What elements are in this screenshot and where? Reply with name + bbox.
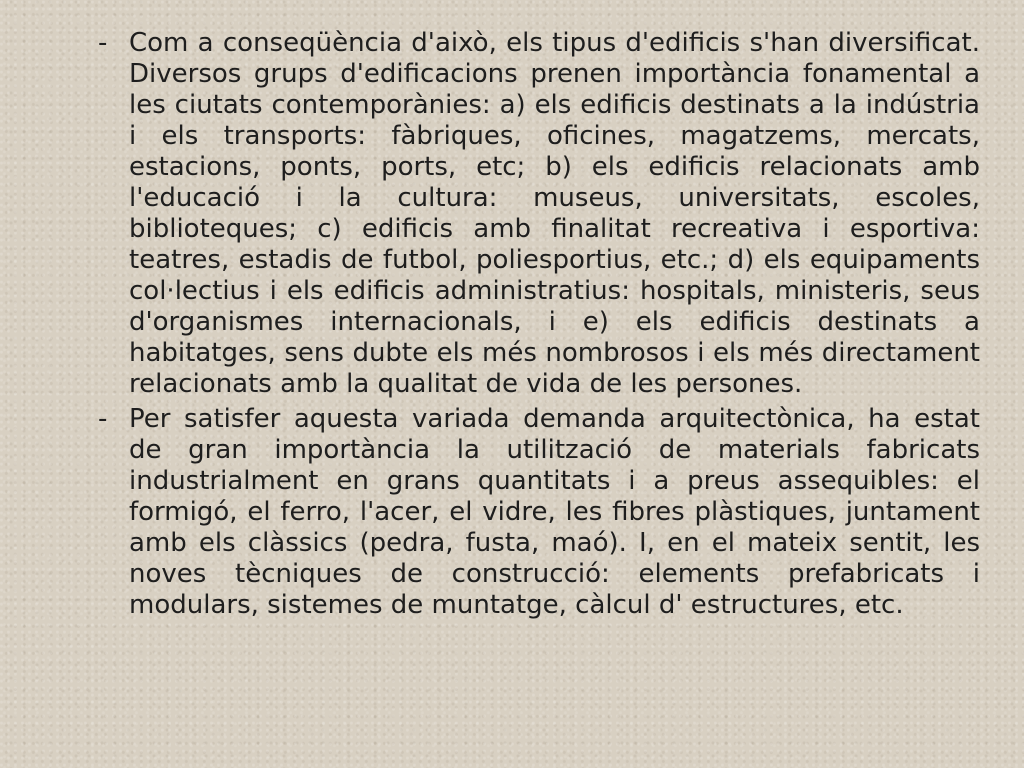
bullet-text: Com a conseqüència d'això, els tipus d'edificis s'han diversificat. Diversos grups d'edificacions prenen importància fonamental a les ciutats contemporànies: a) els edificis destinats a la indústria i els transports: fàbriques, oficines, magatzems, mercats, estacions, ponts, ports, etc; b) els edificis relacionats amb l'educació i la cultura: museus, universitats, escoles, biblioteques; c) edificis amb finalitat recreativa i esportiva: teatres, estadis de futbol, poliesportius, etc.; d) els equipaments col·lectius i els edificis administratius: hospitals, ministeris, seus d'organismes internacionals, i e) els edificis destinats a habitatges, sens dubte els més nombrosos i els més directament relacionats amb la qualitat de vida de les persones. <box>129 28 980 399</box>
bullet-text: Per satisfer aquesta variada demanda arquitectònica, ha estat de gran importància la utilització de materials fabricats industrialment en grans quantitats i a preus assequibles: el formigó, el ferro, l'acer, el vidre, les fibres plàstiques, juntament amb els clàssics (pedra, fusta, maó). I, en el mateix sentit, les noves tècniques de construcció: elements prefabricats i modulars, sistemes de muntatge, càlcul d' estructures, etc. <box>129 404 980 620</box>
bullet-marker: - <box>98 404 108 434</box>
slide-body <box>98 28 980 625</box>
bullet-paragraph-materials <box>98 404 980 621</box>
bullet-marker: - <box>98 28 108 58</box>
bullet-paragraph-building-types <box>98 28 980 400</box>
